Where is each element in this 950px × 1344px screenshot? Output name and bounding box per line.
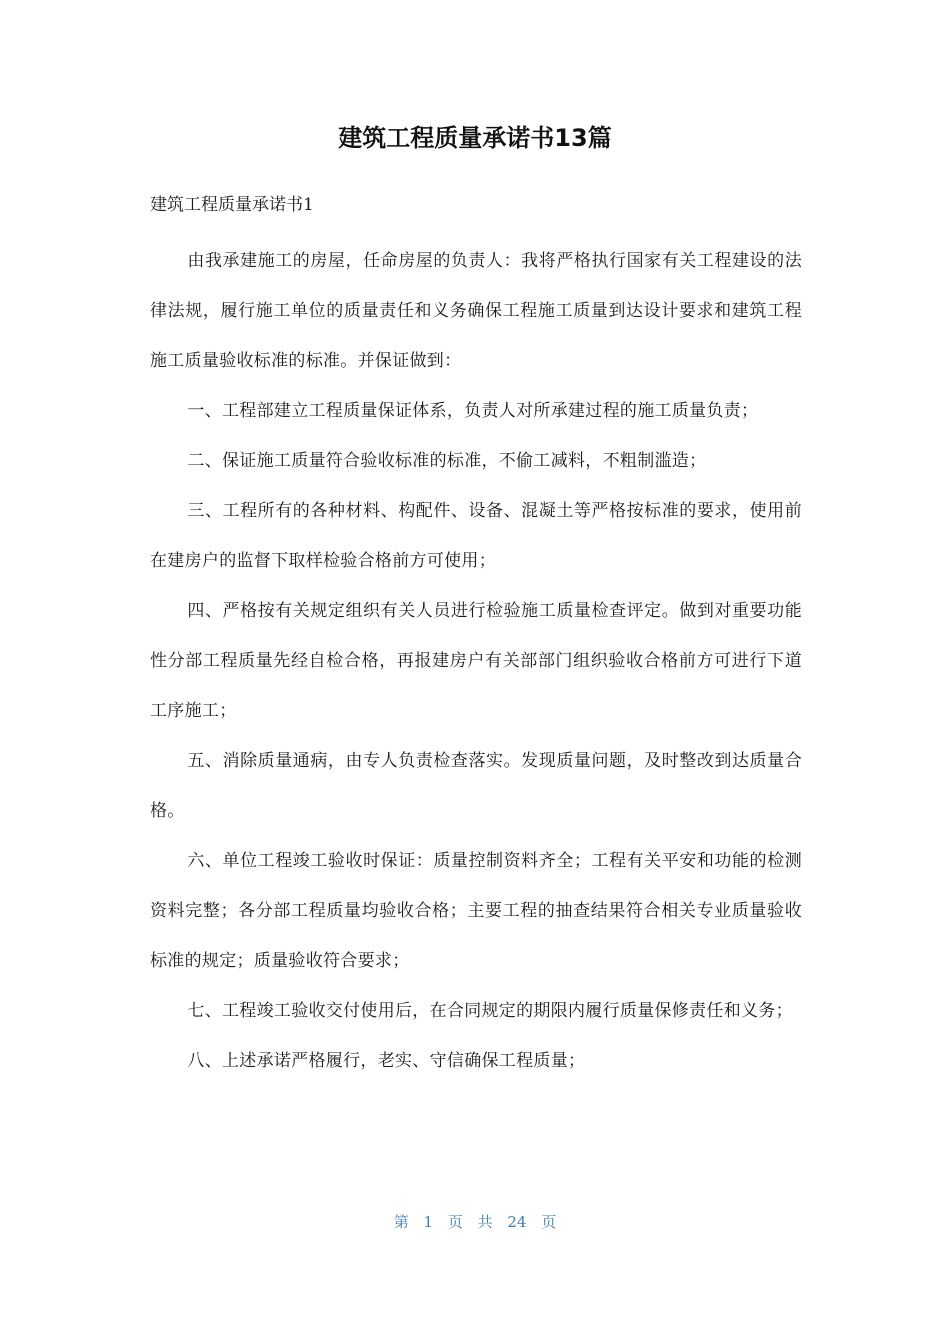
paragraph-item-5: 五、消除质量通病，由专人负责检查落实。发现质量问题，及时整改到达质量合格。 (150, 751, 802, 821)
paragraph-item-6: 六、单位工程竣工验收时保证：质量控制资料齐全；工程有关平安和功能的检测资料完整；各分部工程质量均验收合格；主要工程的抽查结果符合相关专业质量验收标准的规定；质量验收符合要求； (150, 851, 802, 971)
document-body (150, 236, 802, 1086)
paragraph-intro: 由我承建施工的房屋，任命房屋的负责人：我将严格执行国家有关工程建设的法律法规，履行施工单位的质量责任和义务确保工程施工质量到达设计要求和建筑工程施工质量验收标准的标准。并保证做到： (150, 251, 802, 371)
paragraph-item-8: 八、上述承诺严格履行，老实、守信确保工程质量； (187, 1051, 586, 1071)
paragraph-item-3: 三、工程所有的各种材料、构配件、设备、混凝土等严格按标准的要求，使用前在建房户的监督下取样检验合格前方可使用； (150, 501, 802, 571)
section-heading: 建筑工程质量承诺书1 (150, 195, 314, 215)
paragraph-item-1: 一、工程部建立工程质量保证体系，负责人对所承建过程的施工质量负责； (187, 401, 759, 421)
paragraph-item-2: 二、保证施工质量符合验收标准的标准，不偷工减料，不粗制滥造； (187, 451, 707, 471)
paragraph-item-7: 七、工程竣工验收交付使用后，在合同规定的期限内履行质量保修责任和义务； (187, 1001, 793, 1021)
paragraph-item-4: 四、严格按有关规定组织有关人员进行检验施工质量检查评定。做到对重要功能性分部工程质量先经自检合格，再报建房户有关部部门组织验收合格前方可进行下道工序施工； (150, 601, 802, 721)
document-title: 建筑工程质量承诺书13篇 (338, 124, 612, 152)
page-number-footer: 第 1 页 共 24 页 (393, 1213, 557, 1231)
